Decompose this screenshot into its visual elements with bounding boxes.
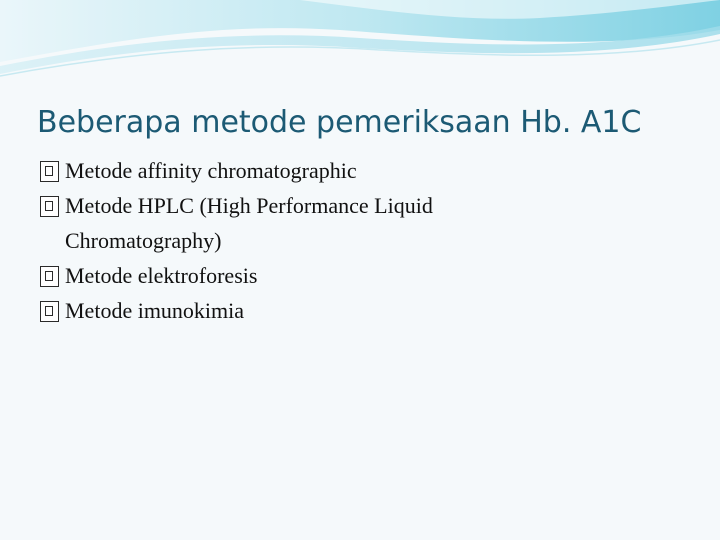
missing-glyph-box-icon (40, 266, 59, 287)
bullet-item (40, 153, 680, 188)
missing-glyph-box-icon (40, 196, 59, 217)
missing-glyph-box-icon (40, 161, 59, 182)
bullet-item (40, 258, 680, 293)
bullet-text: Metode HPLC (High Performance Liquid Chromatography) (65, 193, 433, 253)
bullet-text: Metode imunokimia (65, 298, 245, 323)
missing-glyph-box-icon (40, 301, 59, 322)
bullet-text: Metode elektroforesis (65, 263, 258, 288)
bullet-list (40, 153, 680, 328)
bullet-item (40, 188, 680, 258)
slide-title: Beberapa metode pemeriksaan Hb. A1C (37, 105, 642, 140)
bullet-item (40, 293, 680, 328)
bullet-text: Metode affinity chromatographic (65, 158, 357, 183)
wave-header-decoration (0, 0, 720, 80)
